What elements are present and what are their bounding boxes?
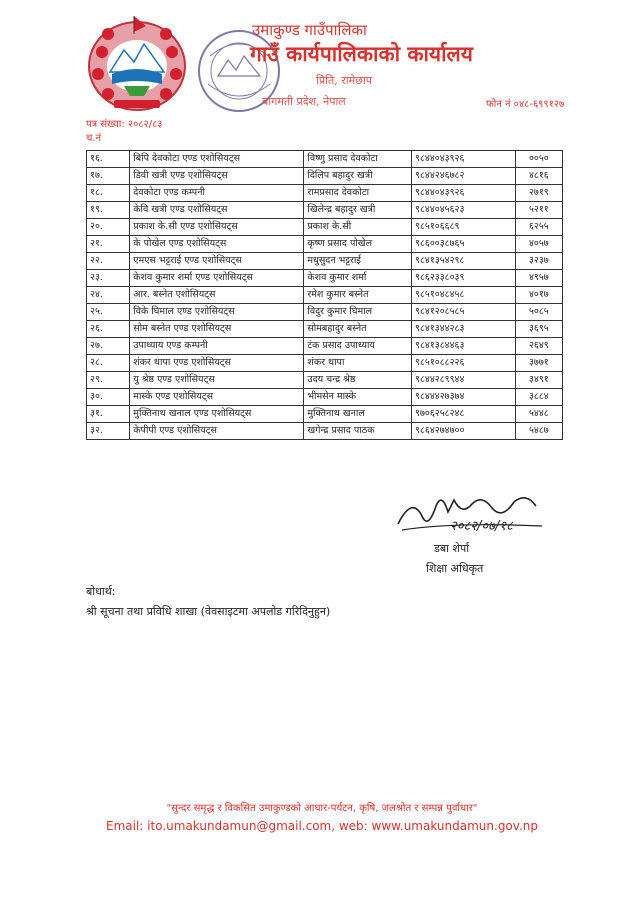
firm-name-cell: मास्के एण्ड एशोसियट्स xyxy=(130,389,304,406)
phone-number-cell: ९८४४२४६७८२ xyxy=(412,168,516,185)
serial-number-cell: २९. xyxy=(87,372,130,389)
owner-name-cell: विष्णु प्रसाद देवकोटा xyxy=(304,151,412,168)
firm-name-cell: शंकर थापा एण्ड एशोसियट्स xyxy=(130,355,304,372)
phone-number-cell: ९७०६२५८२४८ xyxy=(412,406,516,423)
serial-number-cell: १९. xyxy=(87,202,130,219)
serial-number-cell: १६. xyxy=(87,151,130,168)
registration-code-cell: ३४९१ xyxy=(515,372,562,389)
owner-name-cell: कृष्ण प्रसाद पोखेल xyxy=(304,236,412,253)
phone-number-cell: ९८४४४२७३७४ xyxy=(412,389,516,406)
firm-name-cell: केवि खत्री एण्ड एशोसियट्स xyxy=(130,202,304,219)
phone-number-cell: ९८४४०४३९२६ xyxy=(412,185,516,202)
table-row xyxy=(87,270,563,287)
table-row xyxy=(87,185,563,202)
dispatch-number-label: च.नं xyxy=(86,133,102,144)
firm-name-cell: केपीपी एण्ड एशोसियट्स xyxy=(130,423,304,440)
owner-name-cell: मधुसुदन भट्टराई xyxy=(304,253,412,270)
phone-number-cell: ९८५१०४८४५८ xyxy=(412,287,516,304)
phone-number-cell: ९८४१३५४२९८ xyxy=(412,253,516,270)
phone-number-cell: ९८५१०६६८९ xyxy=(412,219,516,236)
serial-number-cell: २७. xyxy=(87,338,130,355)
table-row xyxy=(87,389,563,406)
serial-number-cell: २१. xyxy=(87,236,130,253)
owner-name-cell: दिलिप बहादुर खत्री xyxy=(304,168,412,185)
table-row xyxy=(87,168,563,185)
owner-name-cell: रामप्रसाद देवकोटा xyxy=(304,185,412,202)
phone-number-cell: ९८४४०४३९२६ xyxy=(412,151,516,168)
phone-number-cell: ९८६४२७४७०० xyxy=(412,423,516,440)
copy-to-recipient: श्री सूचना तथा प्रविधि शाखा (वेवसाइटमा अपलोड गरिदिनुहुन) xyxy=(86,605,331,618)
copy-to-label: बोधार्थ: xyxy=(86,585,116,598)
owner-name-cell: खिलेन्द्र बहादुर खत्री xyxy=(304,202,412,219)
serial-number-cell: ३२. xyxy=(87,423,130,440)
phone-number-cell: ९८६००३८७६५ xyxy=(412,236,516,253)
table-row xyxy=(87,406,563,423)
office-title: गाउँ कार्यपालिकाको कार्यालय xyxy=(250,41,473,66)
footer-contact: Email: ito.umakundamun@gmail.com, web: www.umakundamun.gov.np xyxy=(106,819,538,833)
phone-number-cell: ९८४४०४५६२३ xyxy=(412,202,516,219)
firm-name-cell: के पोखेल एण्ड एशोसियट्स xyxy=(130,236,304,253)
table-row xyxy=(87,151,563,168)
serial-number-cell: २६. xyxy=(87,321,130,338)
registration-code-cell: ४९५७ xyxy=(515,270,562,287)
phone-number-cell: ९८४४२८९९४४ xyxy=(412,372,516,389)
firm-list-body xyxy=(87,151,563,440)
owner-name-cell: मुक्तिनाथ खनाल xyxy=(304,406,412,423)
firm-name-cell: डिवी खत्री एण्ड एशोसियट्स xyxy=(130,168,304,185)
registration-code-cell: २६४९ xyxy=(515,338,562,355)
registration-code-cell: ५०८५ xyxy=(515,304,562,321)
registration-code-cell: ३६९५ xyxy=(515,321,562,338)
registration-code-cell: ५४४८ xyxy=(515,406,562,423)
phone-number-cell: ९८४१३८४४६३ xyxy=(412,338,516,355)
serial-number-cell: २८. xyxy=(87,355,130,372)
owner-name-cell: खगेन्द्र प्रसाद पाठक xyxy=(304,423,412,440)
registration-code-cell: ५४८७ xyxy=(515,423,562,440)
registration-code-cell: ४८१६ xyxy=(515,168,562,185)
firm-name-cell: बिपि देवकोटा एण्ड एशोसियट्स xyxy=(130,151,304,168)
registration-code-cell: ३८८४ xyxy=(515,389,562,406)
table-row xyxy=(87,304,563,321)
table-row xyxy=(87,236,563,253)
office-location: प्रिति, रामेछाप xyxy=(316,74,372,87)
owner-name-cell: उदय चन्द्र श्रेष्ठ xyxy=(304,372,412,389)
table-row xyxy=(87,219,563,236)
registration-code-cell: २७१९ xyxy=(515,185,562,202)
serial-number-cell: २४. xyxy=(87,287,130,304)
table-row xyxy=(87,338,563,355)
registration-code-cell: ४०१७ xyxy=(515,287,562,304)
owner-name-cell: भीमसेन मास्के xyxy=(304,389,412,406)
owner-name-cell: शंकर थापा xyxy=(304,355,412,372)
table-row xyxy=(87,202,563,219)
serial-number-cell: २२. xyxy=(87,253,130,270)
firm-name-cell: उपाध्याय एण्ड कम्पनी xyxy=(130,338,304,355)
footer-motto: "सुन्दर समृद्ध र विकसित उमाकुण्डको आधार-पर्यटन, कृषि, जलश्रोत र सम्पन्न पुर्वाधार" xyxy=(166,803,478,814)
phone-number-cell: ९८४१२०८५८५ xyxy=(412,304,516,321)
serial-number-cell: ३०. xyxy=(87,389,130,406)
phone-number-cell: ९८६२३३८०३९ xyxy=(412,270,516,287)
registration-code-cell: ४०५७ xyxy=(515,236,562,253)
handwritten-signature xyxy=(392,486,548,538)
province-name: बागमती प्रदेश, नेपाल xyxy=(262,95,346,108)
serial-number-cell: ३१. xyxy=(87,406,130,423)
registration-code-cell: ६२५५ xyxy=(515,219,562,236)
table-row xyxy=(87,423,563,440)
firm-name-cell: मुक्तिनाथ खनाल एण्ड एशोसियट्स xyxy=(130,406,304,423)
table-row xyxy=(87,321,563,338)
firm-name-cell: एमएस भट्टराई एण्ड एशोसियट्स xyxy=(130,253,304,270)
phone-number-cell: ९८५१०८८२२६ xyxy=(412,355,516,372)
signatory-name: डबा शेर्पा xyxy=(434,542,470,555)
firm-name-cell: सोम बस्नेत एण्ड एशोसियट्स xyxy=(130,321,304,338)
municipality-name: उमाकुण्ड गाउँपालिका xyxy=(252,21,367,39)
serial-number-cell: २०. xyxy=(87,219,130,236)
owner-name-cell: रमेश कुमार बस्नेत xyxy=(304,287,412,304)
owner-name-cell: प्रकाश के.सी xyxy=(304,219,412,236)
serial-number-cell: २५. xyxy=(87,304,130,321)
serial-number-cell: १७. xyxy=(87,168,130,185)
table-row xyxy=(87,355,563,372)
registration-code-cell: ३२३७ xyxy=(515,253,562,270)
owner-name-cell: विदुर कुमार घिमाल xyxy=(304,304,412,321)
signatory-designation: शिक्षा अधिकृत xyxy=(426,562,484,575)
table-row xyxy=(87,372,563,389)
office-phone: फोन नं ०४८-६९९१२७ xyxy=(486,99,565,110)
firm-list-table xyxy=(86,150,563,440)
owner-name-cell: टंक प्रसाद उपाध्याय xyxy=(304,338,412,355)
firm-name-cell: विके घिमाल एण्ड एशोसियट्स xyxy=(130,304,304,321)
signature-date: २०८२/०७/१८ xyxy=(450,519,513,534)
registration-code-cell: ३७७१ xyxy=(515,355,562,372)
national-emblem-icon xyxy=(84,12,190,114)
firm-name-cell: प्रकाश के.सी एण्ड एशोसियट्स xyxy=(130,219,304,236)
firm-name-cell: देवकोटा एण्ड कम्पनी xyxy=(130,185,304,202)
serial-number-cell: २३. xyxy=(87,270,130,287)
phone-number-cell: ९८४१३४४२८३ xyxy=(412,321,516,338)
firm-name-cell: केशव कुमार शर्मा एण्ड एशोसियट्स xyxy=(130,270,304,287)
registration-code-cell: ५२११ xyxy=(515,202,562,219)
firm-name-cell: आर. बस्नेत एशोसियट्स xyxy=(130,287,304,304)
registration-code-cell: ००५० xyxy=(515,151,562,168)
owner-name-cell: केशव कुमार शर्मा xyxy=(304,270,412,287)
table-row xyxy=(87,253,563,270)
serial-number-cell: १८. xyxy=(87,185,130,202)
table-row xyxy=(87,287,563,304)
letter-reference-number: पत्र संख्या: २०८२/८३ xyxy=(86,119,163,130)
firm-name-cell: यु श्रेष्ठ एण्ड एशोसियट्स xyxy=(130,372,304,389)
owner-name-cell: सोमबहादुर बस्नेत xyxy=(304,321,412,338)
